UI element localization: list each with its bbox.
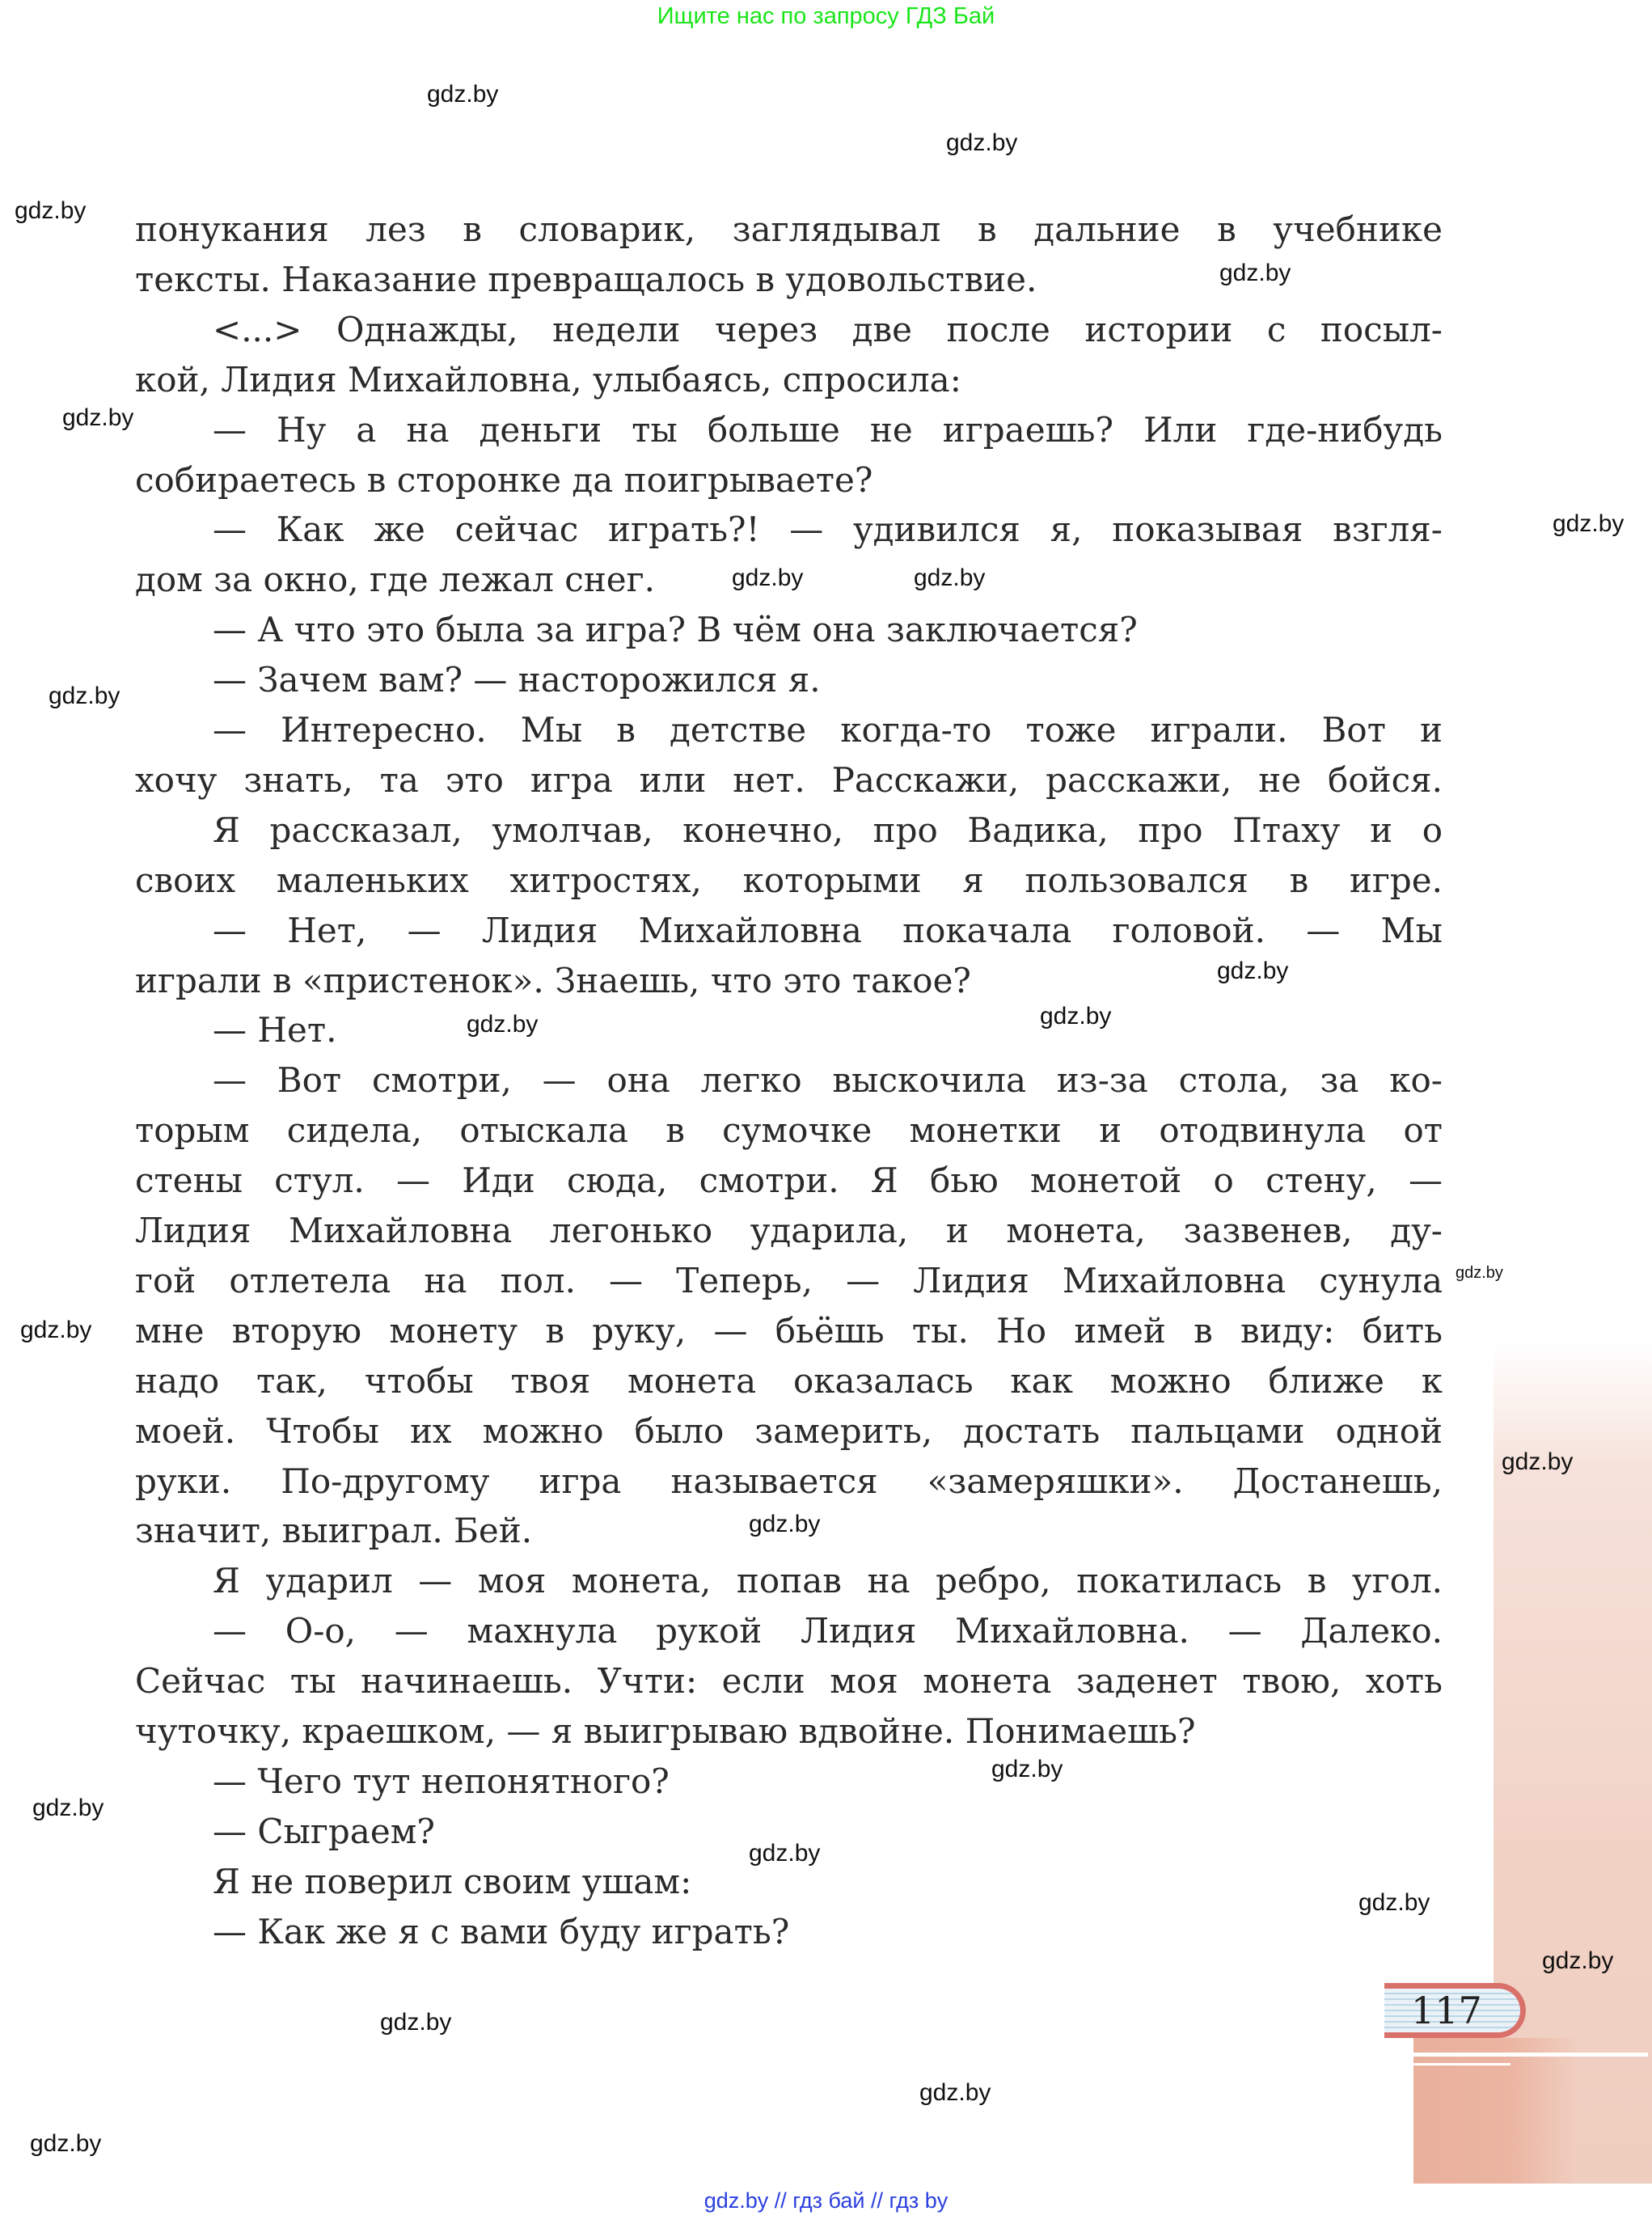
text-line: — Интересно. Мы в детстве когда-то тоже играли. Вот и (213, 710, 1443, 750)
decorative-line (1413, 2063, 1510, 2065)
watermark: gdz.by (467, 1011, 539, 1038)
text-line: собираетесь в сторонке да поигрываете? (135, 459, 873, 500)
text-line: кой, Лидия Михайловна, улыбаясь, спросила: (135, 359, 961, 400)
watermark: gdz.by (1553, 510, 1625, 537)
text-line: Я рассказал, умолчав, конечно, про Вадика, про Птаху и о (213, 810, 1443, 850)
text-line: <...> Однажды, недели через две после истории с посыл- (213, 309, 1443, 349)
text-line: играли в «пристенок». Знаешь, что это такое? (135, 960, 971, 1000)
watermark: gdz.by (380, 2009, 452, 2036)
decorative-line (1413, 2053, 1648, 2057)
text-line: гой отлетела на пол. — Теперь, — Лидия Михайловна сунула (135, 1260, 1443, 1300)
watermark: gdz.by (914, 564, 986, 591)
text-line: — А что это была за игра? В чём она заключается? (213, 610, 1138, 650)
watermark: gdz.by (1358, 1889, 1430, 1916)
watermark: gdz.by (30, 2130, 102, 2157)
text-line: — Как же я с вами буду играть? (213, 1911, 790, 1951)
text-line: Я не поверил своим ушам: (213, 1861, 692, 1901)
watermark: gdz.by (919, 2079, 991, 2106)
text-line: тексты. Наказание превращалось в удовольствие. (135, 259, 1037, 299)
text-line: чуточку, краешком, — я выигрываю вдвойне. Понимаешь? (135, 1711, 1196, 1751)
text-line: значит, выиграл. Бей. (135, 1511, 533, 1551)
text-line: понукания лез в словарик, заглядывал в дальние в учебнике (135, 209, 1443, 249)
search-banner: Ищите нас по запросу ГДЗ Бай (657, 3, 995, 29)
text-line: хочу знать, та это игра или нет. Расскажи, расскажи, не бойся. (135, 759, 1443, 800)
text-line: — Нет, — Лидия Михайловна покачала головой. — Мы (213, 910, 1443, 950)
text-line: — Ну а на деньги ты больше не играешь? Или где-нибудь (213, 409, 1443, 450)
text-line: — О-о, — махнула рукой Лидия Михайловна. — Далеко. (213, 1611, 1443, 1651)
text-line: — Чего тут непонятного? (213, 1761, 670, 1801)
watermark: gdz.by (732, 564, 804, 591)
text-line: Я ударил — моя монета, попав на ребро, покатилась в угол. (213, 1561, 1443, 1601)
decorative-corner-block (1413, 2038, 1575, 2184)
text-line: стены стул. — Иди сюда, смотри. Я бью монетой о стену, — (135, 1161, 1443, 1201)
text-line: руки. По-другому игра называется «замеряшки». Достанешь, (135, 1461, 1443, 1501)
watermark: gdz.by (749, 1840, 821, 1867)
text-line: — Как же сейчас играть?! — удивился я, показывая взгля- (213, 509, 1443, 550)
footer-links[interactable]: gdz.by // гдз бай // гдз by (703, 2188, 949, 2213)
text-line: своих маленьких хитростях, которыми я пользовался в игре. (135, 860, 1443, 900)
text-line: Лидия Михайловна легонько ударила, и монета, зазвенев, ду- (135, 1211, 1443, 1250)
text-line: — Нет. (213, 1010, 337, 1051)
text-line: надо так, чтобы твоя монета оказалась как можно ближе к (135, 1360, 1443, 1401)
watermark: gdz.by (427, 81, 499, 108)
watermark: gdz.by (1040, 1003, 1112, 1030)
text-line: торым сидела, отыскала в сумочке монетки и отодвинула от (135, 1110, 1443, 1151)
text-line: — Сыграем? (213, 1811, 435, 1851)
text-line: мне вторую монету в руку, — бьёшь ты. Но имей в виду: бить (135, 1310, 1443, 1351)
watermark: gdz.by (991, 1756, 1063, 1782)
text-line: — Зачем вам? — насторожился я. (213, 660, 821, 700)
watermark: gdz.by (1542, 1947, 1614, 1974)
watermark: gdz.by (946, 129, 1018, 156)
watermark: gdz.by (32, 1795, 104, 1821)
text-line: Сейчас ты начинаешь. Учти: если моя монета заденет твою, хоть (135, 1661, 1443, 1702)
page-number: 117 (1411, 1989, 1482, 2032)
watermark: gdz.by (1502, 1448, 1574, 1475)
watermark: gdz.by (49, 683, 120, 709)
watermark: gdz.by (1217, 958, 1289, 984)
watermark: gdz.by (1456, 1264, 1503, 1282)
text-line: — Вот смотри, — она легко выскочила из-за стола, за ко- (213, 1060, 1443, 1101)
text-line: моей. Чтобы их можно было замерить, достать пальцами одной (135, 1410, 1443, 1451)
watermark: gdz.by (15, 197, 87, 224)
watermark: gdz.by (62, 404, 134, 431)
watermark: gdz.by (749, 1511, 821, 1537)
text-line: дом за окно, где лежал снег. (135, 560, 656, 600)
watermark: gdz.by (20, 1317, 92, 1343)
watermark: gdz.by (1219, 260, 1291, 286)
